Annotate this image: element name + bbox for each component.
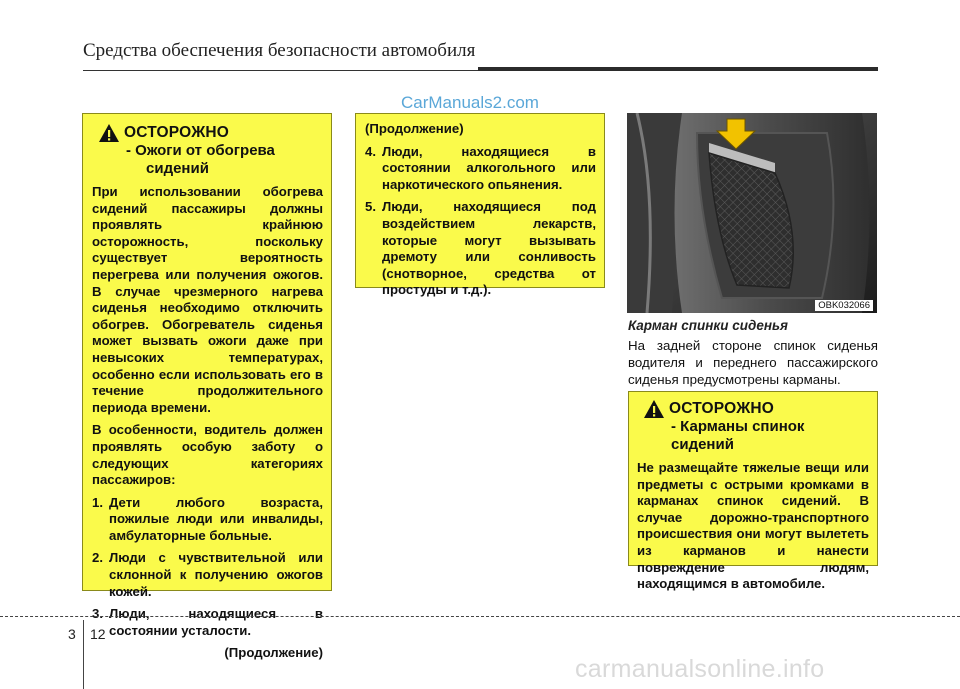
seatback-pocket-illustration <box>627 113 877 313</box>
warning-title-block <box>669 400 869 454</box>
page-number: 12 <box>90 626 106 642</box>
warning-subtitle-cont: сидений <box>146 160 209 177</box>
list-item-text: Люди, находящиеся в состоянии усталости. <box>109 606 323 638</box>
figure-code: OBK032066 <box>815 300 873 311</box>
page-header-title: Средства обеспечения безопасности автомобиля <box>83 40 476 61</box>
list-item-number: 3. <box>92 606 103 622</box>
list-item-text: Дети любого возраста, пожилые люди или инвалиды, амбулаторные больные. <box>109 494 323 543</box>
list-item-text: Люди, находящиеся под воздействием лекарств, которые могут вызывать дремоту или сонливость (снотворное, средства от простуды и т.д.). <box>382 199 596 298</box>
warning-list-item <box>92 606 323 639</box>
watermark-bottom[interactable]: carmanualsonline.info <box>575 655 825 683</box>
list-item-text: Люди с чувствительной или склонной к получению ожогов кожей. <box>109 550 323 599</box>
warning-box-continued <box>355 113 605 298</box>
warning-box-seatback-pockets <box>628 391 878 592</box>
warning-title-block <box>124 124 275 178</box>
warning-subtitle: - Карманы спинок сидений <box>671 418 805 453</box>
warning-subtitle: - Ожоги от обогрева <box>126 142 275 159</box>
warning-paragraph: В особенности, водитель должен проявлять особую заботу о следующих категориях пассажиров: <box>92 422 323 488</box>
warning-header <box>98 124 323 178</box>
continued-label: (Продолжение) <box>365 121 464 136</box>
warning-list-item <box>92 495 323 545</box>
warning-triangle-icon <box>98 123 120 143</box>
chapter-number: 3 <box>68 626 76 642</box>
warning-paragraph: Не размещайте тяжелые вещи или предметы с острыми кромками в карманах спинок сидений. В случае дорожно-транспортного происшествия они могут вылететь из карманов и нанести повреждение людям, находящимся в автомобиле. <box>637 460 869 592</box>
warning-list-item <box>365 199 596 299</box>
warning-title: ОСТОРОЖНО <box>669 400 775 417</box>
warning-paragraph: При использовании обогрева сидений пассажиры должны проявлять крайнюю осторожность, поскольку существует вероятность перегрева или получения ожогов. В случае чрезмерного нагрева сиденья необходимо отключить обогрев. Обогреватель сиденья может вызвать ожоги даже при невысоких температурах, особенно если использовать его в течение продолжительного периода времени. <box>92 184 323 415</box>
watermark-top[interactable]: CarManuals2.com <box>401 93 539 112</box>
footer-divider <box>83 620 84 689</box>
warning-list-item <box>365 144 596 194</box>
list-item-text: Люди, находящиеся в состоянии алкогольного или наркотического опьянения. <box>382 143 596 192</box>
list-item-number: 1. <box>92 494 103 510</box>
list-item-number: 4. <box>365 143 376 159</box>
list-item-number: 2. <box>92 550 103 566</box>
warning-title: ОСТОРОЖНО <box>124 124 230 141</box>
warning-header <box>643 400 869 454</box>
seatback-pocket-photo <box>627 113 877 313</box>
header-rule-accent <box>478 67 878 71</box>
list-item-number: 5. <box>365 199 376 215</box>
section-caption: Карман спинки сиденья <box>628 318 788 333</box>
section-body: На задней стороне спинок сиденья водителя и переднего пассажирского сиденья предусмотрены карманы. <box>628 338 878 387</box>
warning-list-item <box>92 550 323 600</box>
footer-dashed-rule <box>0 616 960 617</box>
continued-label: (Продолжение) <box>224 645 323 661</box>
warning-triangle-icon <box>643 399 665 419</box>
